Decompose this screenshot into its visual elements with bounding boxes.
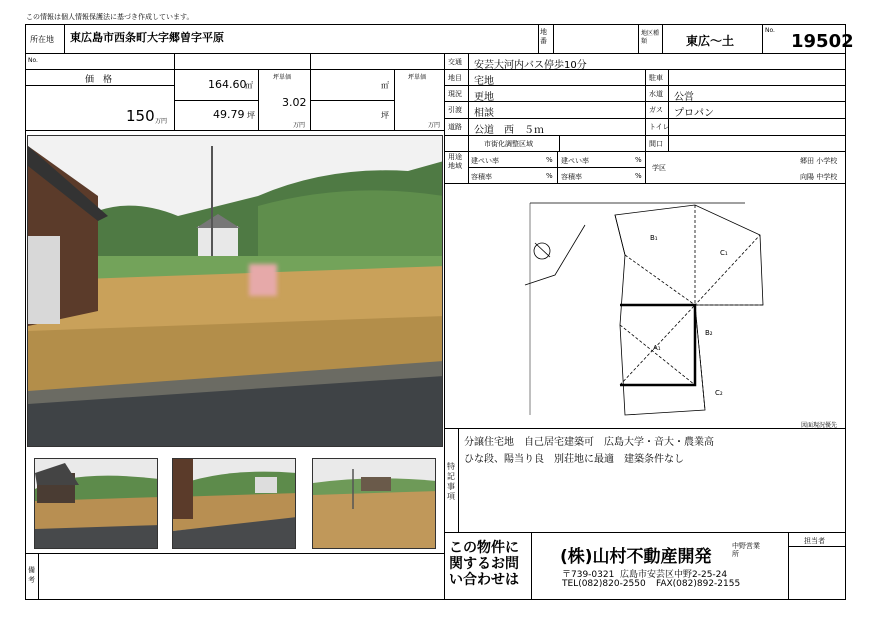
map-label-c1: C₁ [720, 249, 728, 257]
notes-label: 備考 [28, 566, 35, 584]
area-type-value: 東広〜土 [686, 34, 735, 48]
price-no-label: No. [28, 57, 38, 64]
company-address: 広島市安芸区中野2-25-24 [620, 570, 728, 580]
coverage-pct-1: % [546, 156, 553, 164]
elementary-school: 郷田 小学校 [800, 157, 838, 165]
map-label-b1: B₁ [650, 234, 658, 242]
land-label: 地目 [448, 74, 462, 82]
city-zone: 市街化調整区域 [484, 140, 533, 148]
property-number: 19502 [791, 31, 854, 52]
thumbnail-photo-3 [312, 458, 436, 549]
land-value: 宅地 [474, 76, 494, 87]
far-pct-2: % [635, 172, 642, 180]
road-label: 道路 [448, 123, 462, 131]
privacy-notice: この情報は個人情報保護法に基づき作成しています。 [26, 13, 194, 21]
price-unit: 万円 [155, 118, 168, 125]
junior-high-school: 向陽 中学校 [800, 173, 838, 181]
map-label-a1: A₁ [653, 344, 661, 352]
handover-label: 引渡 [448, 106, 462, 114]
blank-m2-unit: ㎡ [381, 81, 389, 90]
area-tsubo-value: 49.79 [213, 108, 245, 121]
far-pct-1: % [546, 172, 553, 180]
current-label: 現況 [448, 90, 462, 98]
water-label: 水道 [649, 90, 663, 98]
blank-tsubo-price-unit: 万円 [428, 122, 441, 129]
toilet-label: トイレ [649, 123, 670, 131]
main-property-photo [27, 135, 443, 447]
area-m2-unit: ㎡ [245, 81, 253, 90]
transport-label: 交通 [448, 58, 462, 66]
map-label-c2: C₂ [715, 389, 723, 397]
current-value: 更地 [474, 92, 494, 103]
coverage-pct-2: % [635, 156, 642, 164]
remarks-line-1: 分譲住宅地 自己居宅建築可 広島大学・音大・農業高 [464, 437, 714, 448]
tsubo-price-unit: 万円 [293, 122, 306, 129]
area-tsubo-unit: 坪 [247, 111, 255, 120]
school-label: 学区 [652, 164, 666, 172]
number-label: No. [765, 27, 775, 34]
blank-tsubo-price-label: 坪単価 [408, 74, 427, 81]
map-note: 図面現況優先 [801, 422, 838, 429]
road-value: 公道 西 ５ｍ [474, 125, 544, 136]
price-value: 150 [126, 107, 155, 125]
company-name: (株)山村不動産開発 [560, 547, 712, 567]
company-tel: TEL(082)820-2550 [562, 579, 646, 589]
thumbnail-photo-2 [172, 458, 296, 549]
gas-value: プロパン [674, 108, 714, 119]
price-label: 価 格 [85, 75, 113, 85]
location-label: 所在地 [30, 35, 54, 44]
tsubo-price-label: 坪単価 [273, 74, 292, 81]
far-label-2: 容積率 [561, 173, 582, 181]
coverage-label-2: 建ぺい率 [561, 157, 589, 165]
remarks-label: 特記事項 [447, 462, 455, 501]
postal-code: 〒739-0321 [562, 570, 615, 580]
far-label-1: 容積率 [471, 173, 492, 181]
company-fax: FAX(082)892-2155 [656, 579, 741, 589]
parking-label: 駐車 [649, 74, 663, 82]
thumbnail-photo-1 [34, 458, 158, 549]
tsubo-price-value: 3.02 [282, 96, 307, 109]
frontage-label: 間口 [649, 140, 663, 148]
map-label-b2: B₂ [705, 329, 713, 337]
chiban-label: 地番 [540, 28, 547, 45]
area-type-label: 地区種類 [641, 30, 660, 45]
handover-value: 相談 [474, 108, 494, 119]
blank-tsubo-unit: 坪 [381, 111, 389, 120]
lot-survey-map [515, 195, 765, 423]
water-value: 公営 [674, 92, 694, 103]
area-m2-value: 164.60 [208, 78, 247, 91]
branch-name: 中野営業所 [732, 542, 760, 558]
gas-label: ガス [649, 106, 663, 114]
staff-label: 担当者 [804, 537, 825, 545]
location-value: 東広島市西条町大字郷曽字平原 [70, 31, 224, 44]
remarks-line-2: ひな段、陽当り良 別荘地に最適 建築条件なし [464, 454, 684, 465]
use-zone-label: 用途地域 [448, 153, 462, 170]
coverage-label-1: 建ぺい率 [471, 157, 499, 165]
transport-value: 安芸大河内バス停歩10分 [474, 60, 587, 71]
inquiry-text: この物件に関するお問い合わせは [449, 540, 519, 588]
